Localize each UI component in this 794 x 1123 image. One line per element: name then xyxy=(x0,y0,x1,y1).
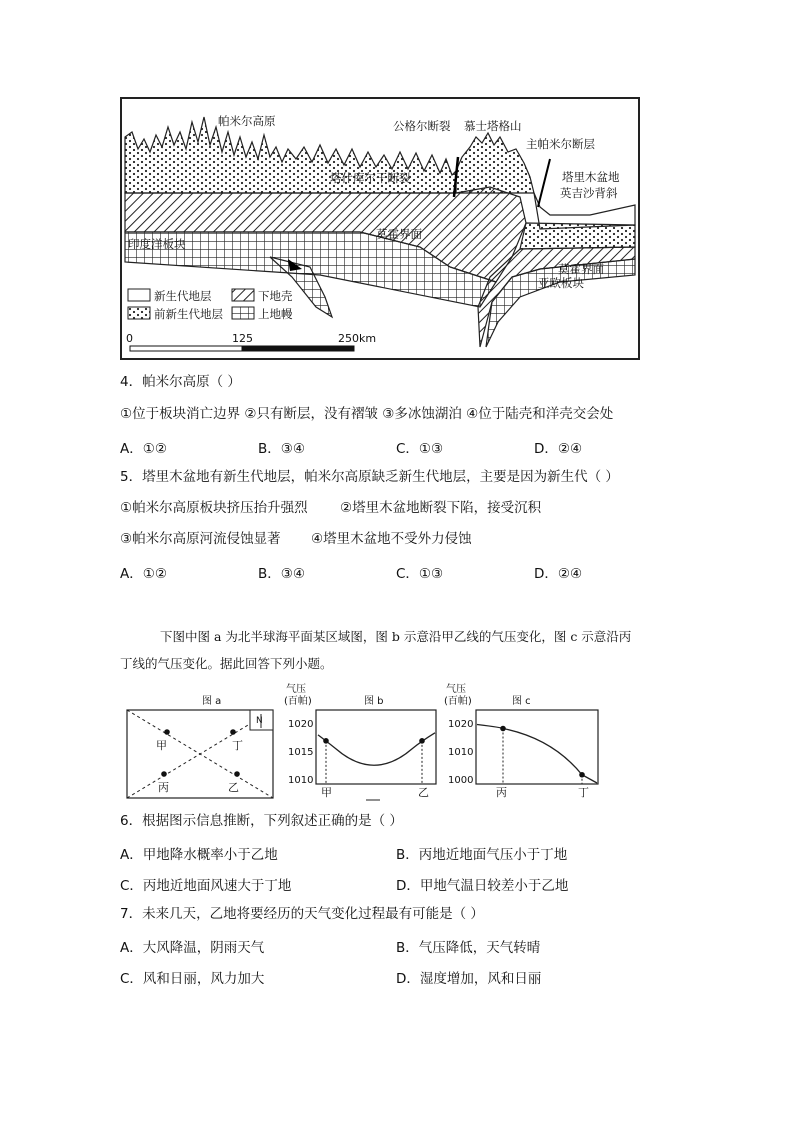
legend-swatch-lower-crust xyxy=(232,289,254,301)
label-main-pamir-fault: 主帕米尔断层 xyxy=(526,137,595,151)
q4-option-b[interactable]: B．③④ xyxy=(258,441,305,457)
label-gonger-fault: 公格尔断裂 xyxy=(393,119,451,133)
figure-c-point-bing xyxy=(500,726,506,732)
q6-option-c[interactable]: C．丙地近地面风速大于丁地 xyxy=(120,878,292,894)
q7-option-b[interactable]: B．气压降低，天气转晴 xyxy=(396,940,541,956)
figure-a xyxy=(127,695,273,798)
figure-b-point-jia xyxy=(323,738,329,744)
q4-option-c[interactable]: C．①③ xyxy=(396,441,444,457)
point-yi: 乙 xyxy=(228,781,239,794)
q4-option-a[interactable]: A．①② xyxy=(120,441,167,457)
legend-swatch-upper-mantle xyxy=(232,307,254,319)
figure-c-ytick-1010: 1010 xyxy=(448,747,474,758)
q6-option-a[interactable]: A．甲地降水概率小于乙地 xyxy=(120,847,278,863)
question-5-stem: 5．塔里木盆地有新生代地层，帕米尔高原缺乏新生代地层，主要是因为新生代（ ） xyxy=(120,469,619,485)
question-7-stem: 7．未来几天，乙地将要经历的天气变化过程最有可能是（ ） xyxy=(120,906,484,922)
q5-option-c[interactable]: C．①③ xyxy=(396,566,444,582)
label-yingjisha-anticline: 英吉沙背斜 xyxy=(560,186,618,200)
scale-0: 0 xyxy=(126,332,133,345)
figure-b-ytick-1010: 1010 xyxy=(288,775,314,786)
figure-b-xlabel-yi: 乙 xyxy=(418,786,429,799)
label-eurasian-plate: 亚欧板块 xyxy=(538,276,584,290)
legend-lower-crust: 下地壳 xyxy=(258,289,293,303)
q5-statement-1: ①帕米尔高原板块挤压抬升强烈 xyxy=(120,500,308,516)
label-tarim-basin: 塔里木盆地 xyxy=(562,170,620,184)
figure-b-ytick-1020: 1020 xyxy=(288,719,314,730)
scale-125: 125 xyxy=(232,332,253,345)
legend-swatch-cenozoic xyxy=(128,289,150,301)
label-moho-2: 莫霍界面 xyxy=(558,262,604,276)
figure-b xyxy=(284,683,436,800)
q5-option-b[interactable]: B．③④ xyxy=(258,566,305,582)
q6-option-d[interactable]: D．甲地气温日较差小于乙地 xyxy=(396,878,569,894)
legend-pre-cenozoic: 前新生代地层 xyxy=(154,307,223,321)
figure-b-ytick-1015: 1015 xyxy=(288,747,314,758)
q5-option-d[interactable]: D．②④ xyxy=(534,566,583,582)
figure-c-xlabel-bing: 丙 xyxy=(496,786,507,799)
question-4-stem: 4．帕米尔高原（ ） xyxy=(120,374,241,390)
label-tashkurgan-fault: 塔什库尔干断裂 xyxy=(330,171,411,185)
point-bing: 丙 xyxy=(158,781,169,794)
figure-b-xlabel-jia: 甲 xyxy=(321,786,332,799)
q5-statement-2: ②塔里木盆地断裂下陷，接受沉积 xyxy=(340,500,542,516)
point-jia: 甲 xyxy=(156,739,167,752)
legend-cenozoic: 新生代地层 xyxy=(154,289,212,303)
label-moho-1: 莫霍界面 xyxy=(376,227,422,241)
q7-option-a[interactable]: A．大风降温，阴雨天气 xyxy=(120,940,265,956)
figure-c xyxy=(444,683,598,799)
question-6-stem: 6．根据图示信息推断，下列叙述正确的是（ ） xyxy=(120,813,403,829)
legend-swatch-pre-cenozoic xyxy=(128,307,150,319)
q4-option-d[interactable]: D．②④ xyxy=(534,441,583,457)
figure-c-ylabel-1: 气压 xyxy=(446,684,466,695)
figure-c-xlabel-ding: 丁 xyxy=(578,786,589,799)
figure-b-title: 图 b xyxy=(364,696,384,707)
figure-b-ylabel-2: (百帕) xyxy=(284,696,312,707)
geology-cross-section-figure xyxy=(120,97,640,360)
question-4-statements: ①位于板块消亡边界 ②只有断层，没有褶皱 ③多冰蚀湖泊 ④位于陆壳和洋壳交会处 xyxy=(120,406,614,422)
north-arrow-icon: N xyxy=(256,716,263,726)
q7-option-c[interactable]: C．风和日丽，风力加大 xyxy=(120,971,265,987)
q5-statement-3: ③帕米尔高原河流侵蚀显著 xyxy=(120,531,281,547)
q5-option-a[interactable]: A．①② xyxy=(120,566,167,582)
figure-c-point-ding xyxy=(579,772,585,778)
pressure-figures xyxy=(120,682,610,804)
figure-b-ylabel-1: 气压 xyxy=(286,684,306,695)
intro-line-2: 丁线的气压变化。据此回答下列小题。 xyxy=(120,656,333,671)
point-ding: 丁 xyxy=(232,739,243,752)
figure-a-title: 图 a xyxy=(202,696,222,707)
figure-c-pressure-curve xyxy=(477,725,597,784)
q5-statement-4: ④塔里木盆地不受外力侵蚀 xyxy=(311,531,472,547)
label-muztagh: 慕士塔格山 xyxy=(464,119,522,133)
label-indian-plate: 印度洋板块 xyxy=(128,237,186,251)
scale-250: 250km xyxy=(338,332,377,345)
figure-b-point-yi xyxy=(419,738,425,744)
label-pamir-plateau: 帕米尔高原 xyxy=(218,114,276,128)
pre-cenozoic-layer-tarim xyxy=(520,223,635,249)
figure-b-pressure-curve xyxy=(318,733,435,765)
figure-c-ytick-1020: 1020 xyxy=(448,719,474,730)
figure-c-title: 图 c xyxy=(512,696,531,707)
figure-c-ylabel-2: (百帕) xyxy=(444,696,472,707)
intro-line-1: 下图中图 a 为北半球海平面某区域图，图 b 示意沿甲乙线的气压变化，图 c 示意沿丙 xyxy=(160,629,632,644)
q6-option-b[interactable]: B．丙地近地面气压小于丁地 xyxy=(396,847,568,863)
figure-c-ytick-1000: 1000 xyxy=(448,775,474,786)
legend-upper-mantle: 上地幔 xyxy=(258,307,293,321)
q7-option-d[interactable]: D．湿度增加，风和日丽 xyxy=(396,971,542,987)
